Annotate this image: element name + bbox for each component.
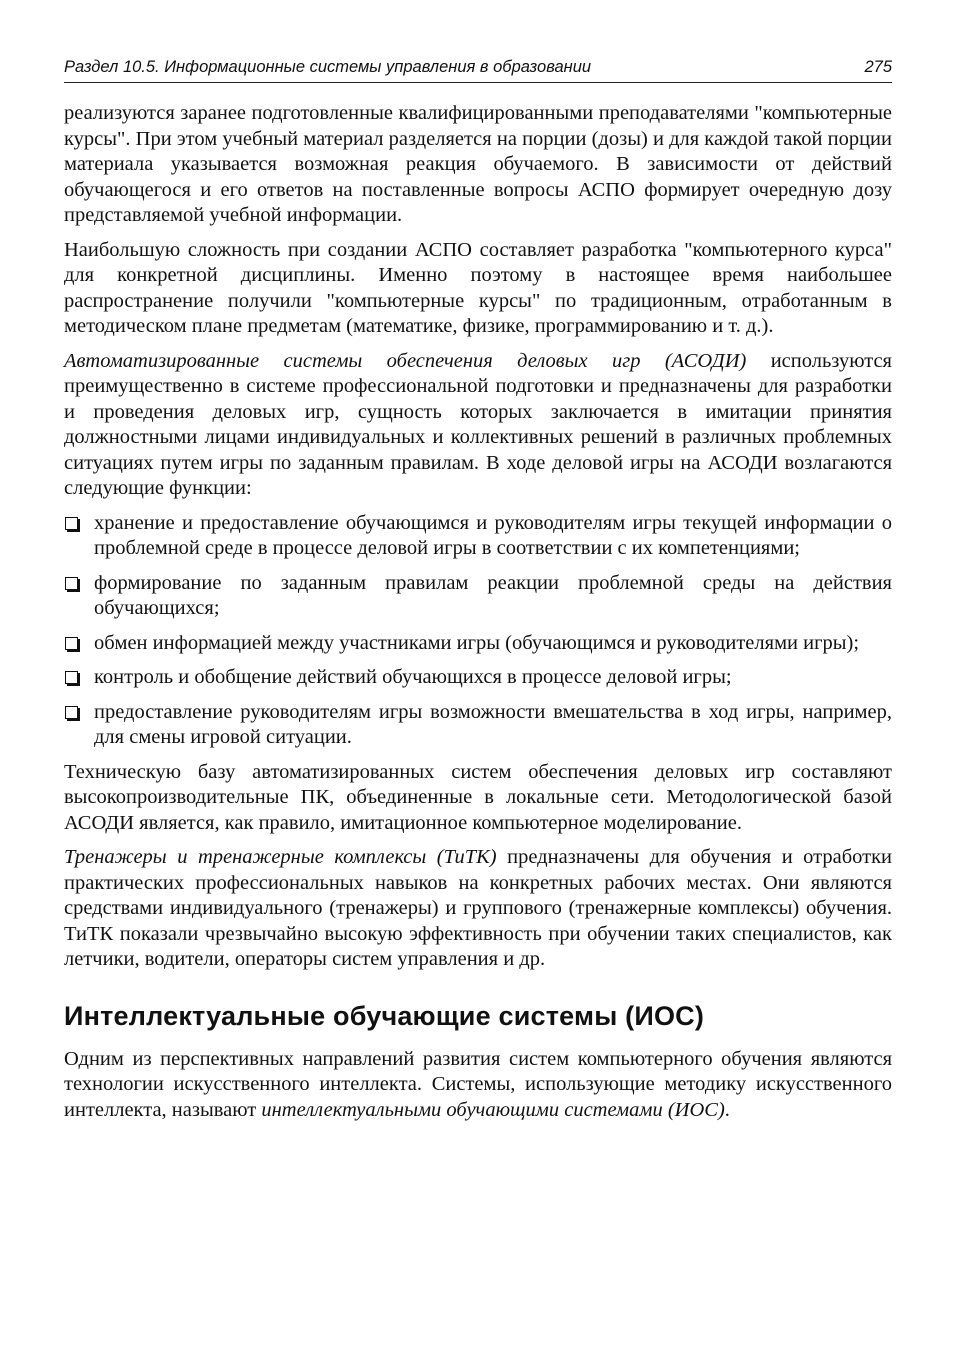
paragraph-5 — [64, 845, 892, 973]
paragraph-5-text: предназначены для обучения и отработки практических профессиональных навыков на конкретных рабочих местах. Они являются средствами индивидуального (тренажеры) и группового (тренажерные комплексы) обучения. ТиТК показали чрезвычайно высокую эффективность при обучении таких специалистов, как летчики, водители, операторы систем управления и др. — [64, 846, 893, 970]
list-item-text: формирование по заданным правилам реакции проблемной среды на действия обучающихся; — [94, 571, 892, 619]
term-ios: интеллектуальными обучающими системами (ИОС) — [261, 1098, 725, 1121]
paragraph-6-text: Одним из перспективных направлений развития систем компьютерного обучения являются технологии искусственного интеллекта. Системы, использующие методику искусственного интеллекта, называют — [64, 1047, 892, 1121]
term-titk: Тренажеры и тренажерные комплексы (ТиТК) — [64, 846, 497, 868]
paragraph-3 — [64, 349, 892, 502]
checkbox-square-icon — [65, 706, 78, 719]
running-header — [64, 56, 892, 83]
paragraph-6 — [64, 1047, 892, 1124]
list-item-text: предоставление руководителям игры возможности вмешательства в ход игры, например, для смены игровой ситуации. — [94, 700, 892, 748]
paragraph-2: Наибольшую сложность при создании АСПО составляет разработка "компьютерного курса" для конкретной дисциплины. Именно поэтому в настоящее время наибольшее распространение получили "компьютерные курсы" по традиционным, отработанным в методическом плане предметам (математике, физике, программированию и т. д.). — [64, 238, 892, 337]
list-item — [64, 631, 892, 657]
term-asodi: Автоматизированные системы обеспечения деловых игр (АСОДИ) — [64, 349, 747, 372]
section-heading: Интеллектуальные обучающие системы (ИОС) — [64, 1000, 705, 1031]
list-item — [64, 665, 892, 691]
page-number: 275 — [864, 58, 892, 76]
list-item-text: хранение и предоставление обучающимся и руководителям игры текущей информации о проблемной среде в процессе деловой игры в соответствии с их компетенциями; — [94, 511, 892, 559]
header-title: Раздел 10.5. Информационные системы управления в образовании — [64, 58, 592, 76]
list-item-text: обмен информацией между участниками игры (обучающимся и руководителями игры); — [94, 631, 860, 654]
checkbox-square-icon — [65, 637, 78, 650]
list-item — [64, 571, 892, 622]
list-item — [64, 700, 892, 751]
paragraph-1: реализуются заранее подготовленные квалифицированными преподавателями "компьютерные курсы". При этом учебный материал разделяется на порции (дозы) и для каждой такой порции материала указывается возможная реакция обучаемого. В зависимости от действий обучающегося и его ответов на поставленные вопросы АСПО формирует очередную дозу представляемой учебной информации. — [64, 102, 892, 226]
checkbox-square-icon — [65, 517, 78, 530]
functions-list — [64, 511, 892, 751]
list-item-text: контроль и обобщение действий обучающихся в процессе деловой игры; — [94, 666, 732, 688]
book-page — [64, 0, 892, 1358]
page-body — [64, 101, 892, 1132]
paragraph-6-end: . — [724, 1098, 730, 1121]
checkbox-square-icon — [65, 671, 78, 684]
paragraph-3-text: используются преимущественно в системе профессиональной подготовки и предназначены для разработки и проведения деловых игр, сущность которых заключается в имитации принятия должностными лицами индивидуальных и коллективных решений в различных проблемных ситуациях путем игры по заданным правилам. В ходе деловой игры на АСОДИ возлагаются следующие функции: — [64, 349, 892, 499]
list-item — [64, 511, 892, 562]
checkbox-square-icon — [65, 577, 78, 590]
paragraph-4: Техническую базу автоматизированных систем обеспечения деловых игр составляют высокопроизводительные ПК, объединенные в локальные сети. Методологической базой АСОДИ является, как правило, имитационное компьютерное моделирование. — [64, 760, 892, 834]
